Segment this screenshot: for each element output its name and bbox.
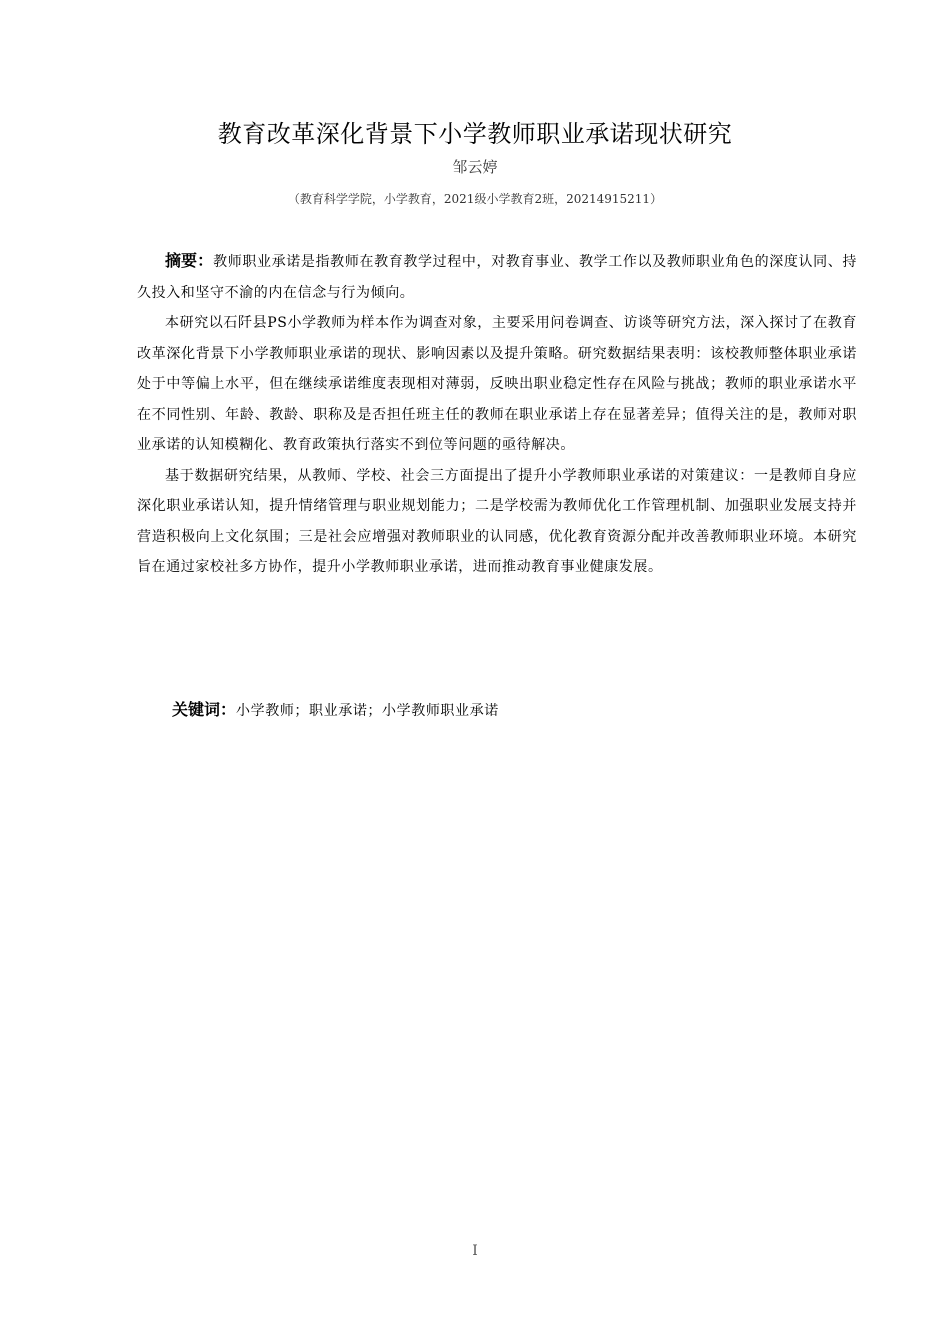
abstract-label: 摘要： xyxy=(165,251,214,270)
keywords-label: 关键词： xyxy=(172,700,237,719)
abstract-paragraph-2: 本研究以石阡县PS小学教师为样本作为调查对象，主要采用问卷调查、访谈等研究方法，深入探讨了在教育改革深化背景下小学教师职业承诺的现状、影响因素以及提升策略。研究数据结果表明：该校教师整体职业承诺处于中等偏上水平，但在继续承诺维度表现相对薄弱，反映出职业稳定性存在风险与挑战；教师的职业承诺水平在不同性别、年龄、教龄、职称及是否担任班主任的教师在职业承诺上存在显著差异；值得关注的是，教师对职业承诺的认知模糊化、教育政策执行落实不到位等问题的亟待解决。 xyxy=(137,315,857,453)
abstract-paragraph-1 xyxy=(137,246,857,308)
author-affiliation: （教育科学学院，小学教育，2021级小学教育2班，20214915211） xyxy=(287,192,663,206)
abstract-paragraph-1-text: 教师职业承诺是指教师在教育教学过程中，对教育事业、教学工作以及教师职业角色的深度认同、持久投入和坚守不渝的内在信念与行为倾向。 xyxy=(137,254,857,301)
abstract-paragraph-3: 基于数据研究结果，从教师、学校、社会三方面提出了提升小学教师职业承诺的对策建议：一是教师自身应深化职业承诺认知，提升情绪管理与职业规划能力；二是学校需为教师优化工作管理机制、加强职业发展支持并营造积极向上文化氛围；三是社会应增强对教师职业的认同感，优化教育资源分配并改善教师职业环境。本研究旨在通过家校社多方协作，提升小学教师职业承诺，进而推动教育事业健康发展。 xyxy=(137,467,857,575)
page-number: I xyxy=(472,1243,478,1259)
author-name: 邹云婷 xyxy=(452,158,498,176)
abstract-section xyxy=(137,246,857,583)
keywords-text: 小学教师；职业承诺；小学教师职业承诺 xyxy=(236,703,499,719)
keywords-line xyxy=(137,695,857,726)
paper-title: 教育改革深化背景下小学教师职业承诺现状研究 xyxy=(217,120,733,148)
